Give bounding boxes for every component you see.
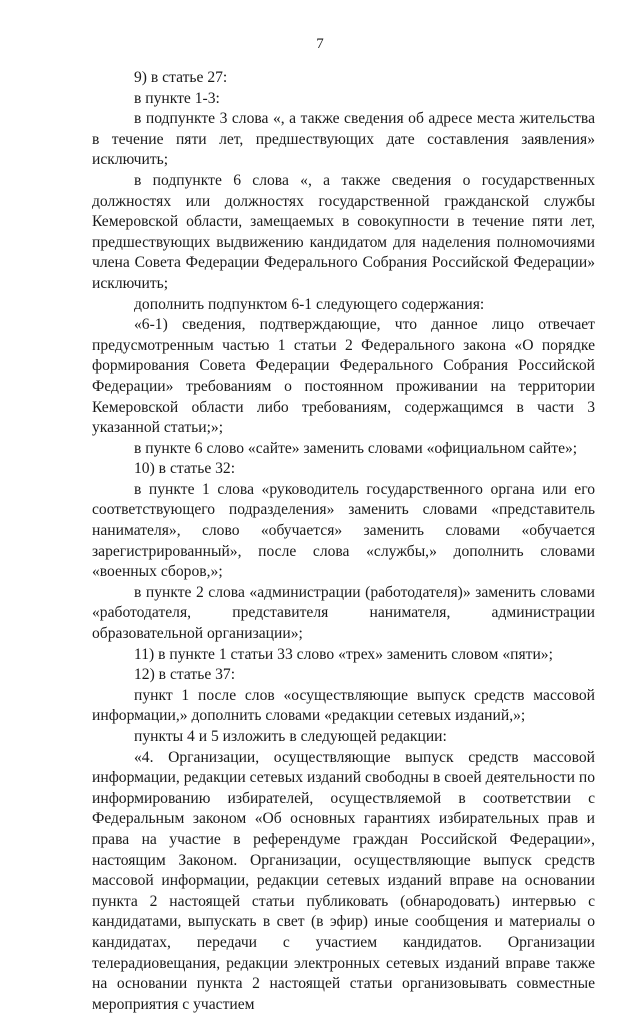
document-body bbox=[92, 68, 595, 1015]
paragraph-punkt-6: в пункте 6 слово «сайте» заменить словами «официальном сайте»; bbox=[134, 439, 578, 457]
paragraph-art32-punkt-1: в пункте 1 слова «руководитель государственного органа или его соответствующего подразделения» заменить словами «представитель нанимателя», слово «обучается» заменить словами «обучается зарегистрированный», после слова «службы,» дополнить словами «военных сборов,»; bbox=[92, 480, 595, 581]
paragraph-punkt-4-text: «4. Организации, осуществляющие выпуск средств массовой информации, редакции сетевых изданий свободны в своей деятельности по информированию избирателей, осуществляемой в соответствии с Федеральным законом «Об основных гарантиях избирательных прав и права на участие в референдуме граждан Российской Федерации», настоящим Законом. Организации, осуществляющие выпуск средств массовой информации, редакции сетевых изданий вправе на основании пункта 2 настоящей статьи публиковать (обнародовать) интервью с кандидатами, выпускать в свет (в эфир) иные сообщения и материалы о кандидатах, передачи с участием кандидатов. Организации телерадиовещания, редакции электронных сетевых изданий вправе также на основании пункта 2 настоящей статьи организовывать совместные мероприятия с участием bbox=[92, 748, 595, 1013]
paragraph-item-12: 12) в статье 37: bbox=[134, 666, 236, 684]
page-number: 7 bbox=[316, 36, 324, 52]
paragraph-punkty-4-5: пункты 4 и 5 изложить в следующей редакции: bbox=[134, 728, 447, 745]
paragraph-art32-punkt-2: в пункте 2 слова «администрации (работодателя)» заменить словами «работодателя, представителя нанимателя, администрации образовательной организации»; bbox=[92, 583, 595, 643]
paragraph-item-11: 11) в пункте 1 статьи 33 слово «трех» заменить словом «пяти»; bbox=[134, 645, 553, 663]
paragraph-podpunkt-3: в подпункте 3 слова «, а также сведения об адресе места жительства в течение пяти лет, предшествующих дате составления заявления» исключить; bbox=[92, 110, 595, 169]
paragraph-item-9: 9) в статье 27: bbox=[134, 69, 228, 86]
paragraph-punkt-1-3: в пункте 1-3: bbox=[134, 89, 220, 107]
paragraph-podpunkt-6: в подпункте 6 слова «, а также сведения о государственных должностях или должностях государственной гражданской службы Кемеровской области, замещаемых в совокупности в течение пяти лет, предшествующих выдвижению кандидатом для наделения полномочиями члена Совета Федерации Федерального Собрания Российской Федерации» исключить; bbox=[92, 171, 595, 292]
paragraph-art37-punkt-1: пункт 1 после слов «осуществляющие выпуск средств массовой информации,» дополнить словами «редакции сетевых изданий,»; bbox=[92, 686, 595, 725]
paragraph-add-podpunkt-6-1: дополнить подпунктом 6-1 следующего содержания: bbox=[134, 295, 485, 313]
paragraph-item-10: 10) в статье 32: bbox=[134, 460, 236, 478]
paragraph-podpunkt-6-1-text: «6-1) сведения, подтверждающие, что данное лицо отвечает предусмотренным частью 1 статьи 2 Федерального закона «О порядке формирования Совета Федерации Федерального Собрания Российской Федерации» требованиям о постоянном проживании на территории Кемеровской области либо требованиям, содержащимся в части 3 указанной статьи;»; bbox=[92, 316, 595, 437]
